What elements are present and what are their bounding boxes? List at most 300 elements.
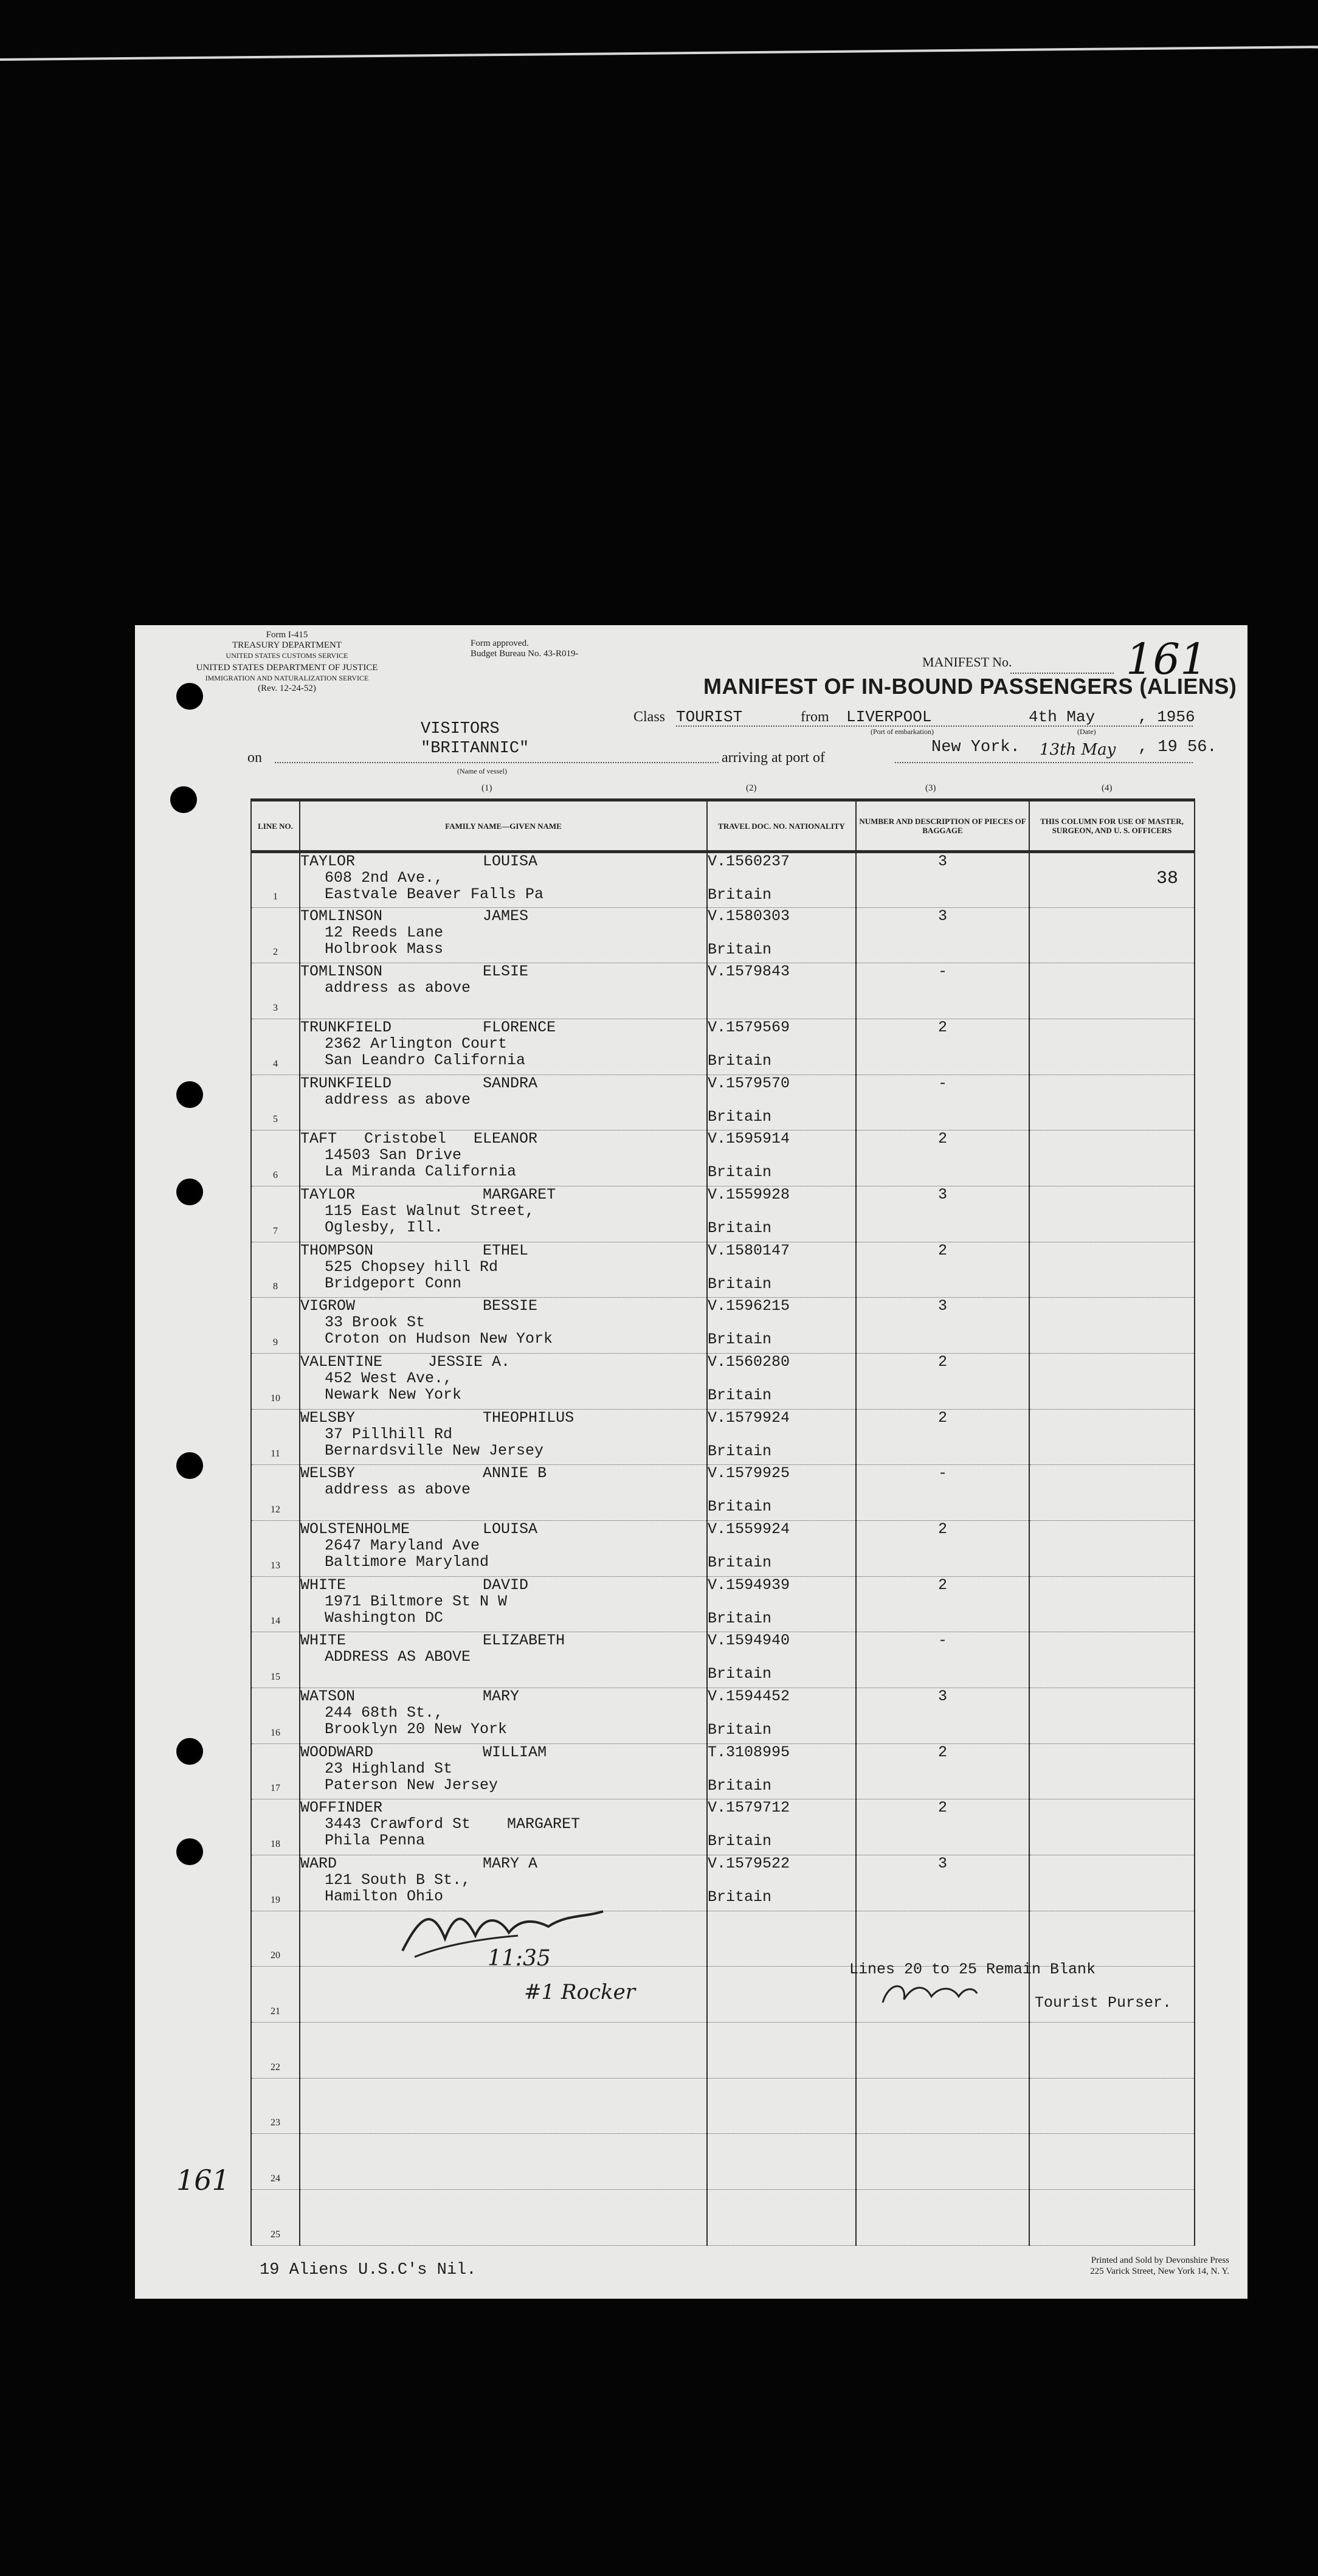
line-number-cell (251, 1911, 300, 1967)
baggage-count: 2 (856, 1743, 1029, 1799)
officer-use-cell (1029, 1354, 1195, 1410)
address-line-1: 452 West Ave., (325, 1369, 453, 1388)
travel-doc-cell (707, 907, 856, 963)
travel-doc-cell (707, 963, 856, 1019)
address-line-1: 37 Pillhill Rd (325, 1425, 453, 1443)
class-label: Class (633, 709, 666, 725)
passenger-name-cell (300, 852, 707, 908)
travel-doc-cell (707, 1799, 856, 1855)
officer-use-cell (1029, 1576, 1195, 1632)
nationality: Britain (708, 1163, 772, 1182)
punch-hole (176, 1838, 203, 1865)
address-line-1: 244 68th St., (325, 1704, 444, 1722)
travel-doc-number: V.1594939 (708, 1576, 790, 1594)
officer-use-cell (1029, 2078, 1195, 2134)
form-issuer-block (193, 630, 381, 694)
address-line-1: 121 South B St., (325, 1871, 471, 1889)
line-number: 2 (273, 947, 278, 958)
baggage-count (856, 2190, 1029, 2246)
line-number-cell (251, 852, 300, 908)
travel-doc-cell (707, 2190, 856, 2246)
on-label: on (247, 750, 262, 766)
date-note: (Date) (1077, 727, 1096, 736)
passenger-name: WOLSTENHOLME LOUISA (300, 1520, 538, 1539)
passenger-name: WOFFINDER (300, 1799, 383, 1817)
baggage-count: 3 (856, 852, 1029, 908)
travel-doc-number: V.1579924 (708, 1408, 790, 1427)
class-from-line (676, 725, 1193, 727)
table-row (251, 963, 1195, 1019)
passenger-name-cell (300, 1186, 707, 1242)
passenger-name: WATSON MARY (300, 1688, 520, 1706)
line-number-cell (251, 1019, 300, 1075)
line-number-cell (251, 1186, 300, 1242)
nationality: Britain (708, 1275, 772, 1293)
travel-doc-cell (707, 1576, 856, 1632)
line-number: 7 (273, 1225, 278, 1236)
table-row (251, 1688, 1195, 1744)
line-number: 23 (271, 2117, 280, 2128)
line-number: 3 (273, 1003, 278, 1014)
line-number: 13 (271, 1560, 280, 1571)
travel-doc-number: V.1594940 (708, 1632, 790, 1650)
address-line-2: Baltimore Maryland (325, 1553, 489, 1571)
baggage-count: 3 (856, 907, 1029, 963)
arriving-label: arriving at port of (722, 750, 825, 766)
address-line-1: address as above (325, 979, 471, 997)
header-officers: THIS COLUMN FOR USE OF MASTER, SURGEON, AND U. S. OFFICERS (1029, 800, 1195, 852)
line-number: 5 (273, 1114, 278, 1125)
table-row (251, 1354, 1195, 1410)
vessel-line (275, 762, 719, 763)
embark-note: (Port of embarkation) (871, 727, 934, 736)
travel-doc-number: V.1595914 (708, 1130, 790, 1148)
line-number: 18 (271, 1839, 280, 1850)
travel-doc-number: V.1596215 (708, 1297, 790, 1315)
line-number: 22 (271, 2062, 280, 2072)
nationality: Britain (708, 1776, 772, 1795)
punch-hole (170, 786, 197, 813)
address-line-2: Hamilton Ohio (325, 1888, 444, 1906)
address-line-2: Bridgeport Conn (325, 1274, 462, 1292)
baggage-count: 2 (856, 1130, 1029, 1186)
passenger-name-cell (300, 1354, 707, 1410)
passenger-name-cell (300, 1688, 707, 1744)
officer-use-cell (1029, 1465, 1195, 1521)
baggage-count: 3 (856, 1855, 1029, 1911)
line-number-cell (251, 1354, 300, 1410)
from-label: from (801, 709, 829, 725)
line-number: 21 (271, 2006, 280, 2017)
passenger-name-cell (300, 1130, 707, 1186)
passenger-name-cell (300, 2134, 707, 2190)
officer-use-cell (1029, 2023, 1195, 2079)
officer-use-cell (1029, 1632, 1195, 1688)
travel-doc-number: V.1559928 (708, 1186, 790, 1204)
travel-doc-number: V.1560237 (708, 853, 790, 870)
passenger-name: WOODWARD WILLIAM (300, 1743, 547, 1761)
travel-doc-number: V.1559924 (708, 1520, 790, 1539)
table-row (251, 1075, 1195, 1130)
passenger-name: TRUNKFIELD SANDRA (300, 1074, 538, 1092)
table-row (251, 1130, 1195, 1186)
address-line-1: ADDRESS AS ABOVE (325, 1648, 471, 1666)
line-number-cell (251, 2134, 300, 2190)
address-line-1: 2362 Arlington Court (325, 1035, 508, 1053)
line-number-cell (251, 2078, 300, 2134)
nationality: Britain (708, 886, 772, 904)
officer-use-cell (1029, 2190, 1195, 2246)
passenger-name-cell (300, 1465, 707, 1521)
table-row (251, 1186, 1195, 1242)
table-row (251, 907, 1195, 963)
travel-doc-cell (707, 1242, 856, 1298)
remain-blank-note: Lines 20 to 25 Remain Blank (849, 1961, 1096, 1978)
address-line-1: 525 Chopsey hill Rd (325, 1258, 499, 1276)
table-row (251, 1298, 1195, 1354)
travel-doc-cell (707, 1521, 856, 1577)
travel-doc-cell (707, 1354, 856, 1410)
punch-hole (176, 1452, 203, 1479)
line-number-cell (251, 1967, 300, 2023)
address-line-2: San Leandro California (325, 1051, 526, 1070)
line-number: 10 (271, 1393, 280, 1404)
manifest-number-handwritten: 161 (1126, 634, 1207, 684)
address-line-2: Bernardsville New Jersey (325, 1441, 544, 1459)
nationality: Britain (708, 1888, 772, 1906)
passenger-name: TAYLOR MARGARET (300, 1186, 556, 1204)
printer-credit (974, 2255, 1229, 2277)
nationality: Britain (708, 1721, 772, 1739)
col-number-4: (4) (1102, 783, 1113, 793)
address-line-1: 608 2nd Ave., (325, 869, 444, 887)
passenger-name: TOMLINSON ELSIE (300, 963, 529, 981)
passenger-name-cell (300, 1075, 707, 1130)
class-value: TOURIST (676, 708, 743, 726)
passenger-name-cell (300, 1576, 707, 1632)
address-line-1: address as above (325, 1090, 471, 1109)
travel-doc-cell (707, 1688, 856, 1744)
officer-use-cell (1029, 963, 1195, 1019)
printer-line-2: 225 Varick Street, New York 14, N. Y. (1090, 2266, 1229, 2276)
line-number: 9 (273, 1337, 278, 1348)
passenger-name-cell (300, 1409, 707, 1465)
ins-service: IMMIGRATION AND NATURALIZATION SERVICE (205, 674, 369, 682)
arrival-port: New York. (931, 738, 1020, 757)
address-line-1: address as above (325, 1481, 471, 1499)
nationality: Britain (708, 1387, 772, 1405)
table-row (251, 1911, 1195, 1967)
budget-bureau: Budget Bureau No. 43-R019- (471, 649, 579, 659)
table-row (251, 2023, 1195, 2079)
travel-doc-number: V.1579843 (708, 963, 790, 981)
header-name: FAMILY NAME—GIVEN NAME (300, 800, 707, 852)
line-number: 25 (271, 2229, 280, 2240)
address-line-1: 33 Brook St (325, 1314, 426, 1332)
travel-doc-cell (707, 1019, 856, 1075)
address-line-1: 2647 Maryland Ave (325, 1537, 480, 1555)
address-line-1: 12 Reeds Lane (325, 923, 444, 941)
officer-use-cell (1029, 907, 1195, 963)
table-row (251, 2190, 1195, 2246)
col-number-2: (2) (746, 783, 757, 793)
baggage-count: - (856, 1632, 1029, 1688)
printer-line-1: Printed and Sold by Devonshire Press (1091, 2256, 1229, 2265)
baggage-count: - (856, 1075, 1029, 1130)
line-number-cell (251, 1242, 300, 1298)
officer-use-cell (1029, 1130, 1195, 1186)
passenger-name: WARD MARY A (300, 1855, 538, 1873)
passenger-name-cell (300, 1019, 707, 1075)
travel-doc-cell (707, 1632, 856, 1688)
line-number: 11 (271, 1449, 280, 1459)
justice-dept: UNITED STATES DEPARTMENT OF JUSTICE (196, 663, 378, 673)
passenger-manifest-table (250, 798, 1195, 2246)
baggage-count: 2 (856, 1799, 1029, 1855)
line-number: 8 (273, 1281, 278, 1292)
passenger-name: VALENTINE JESSIE A. (300, 1353, 511, 1371)
baggage-count: 2 (856, 1354, 1029, 1410)
line-number-cell (251, 1576, 300, 1632)
officer-use-cell (1029, 1799, 1195, 1855)
passenger-name: VIGROW BESSIE (300, 1297, 538, 1315)
address-line-1: 115 East Walnut Street, (325, 1202, 535, 1220)
officer-use-cell (1029, 1911, 1195, 1967)
address-line-1: 1971 Biltmore St N W (325, 1592, 508, 1610)
baggage-count (856, 2078, 1029, 2134)
header-line-no: LINE NO. (251, 800, 300, 852)
passenger-name: TAFT Cristobel ELEANOR (300, 1130, 538, 1148)
form-number: Form I-415 (266, 630, 308, 640)
line-number: 20 (271, 1950, 280, 1961)
scan-edge-line (0, 46, 1318, 61)
line-number-cell (251, 1632, 300, 1688)
nationality: Britain (708, 1107, 772, 1126)
treasury-dept: TREASURY DEPARTMENT (232, 640, 342, 650)
passenger-name-cell (300, 1799, 707, 1855)
baggage-count: 3 (856, 1688, 1029, 1744)
travel-doc-cell (707, 1186, 856, 1242)
baggage-count: 3 (856, 1186, 1029, 1242)
address-line-2: Washington DC (325, 1608, 444, 1627)
officer-use-cell (1029, 1075, 1195, 1130)
passenger-name-cell (300, 1743, 707, 1799)
manifest-page (135, 625, 1247, 2299)
baggage-count: - (856, 963, 1029, 1019)
baggage-count: 2 (856, 1576, 1029, 1632)
line-number-cell (251, 2023, 300, 2079)
passenger-name: WELSBY ANNIE B (300, 1464, 547, 1483)
travel-doc-number: V.1560280 (708, 1353, 790, 1371)
line-number-cell (251, 1743, 300, 1799)
line-number-cell (251, 1521, 300, 1577)
travel-doc-cell (707, 1465, 856, 1521)
line-number-cell (251, 1075, 300, 1130)
handwritten-rocker-note: #1 Rocker (524, 1980, 636, 2004)
travel-doc-number: V.1579925 (708, 1464, 790, 1483)
passenger-name-cell (300, 1298, 707, 1354)
address-line-2: Oglesby, Ill. (325, 1219, 444, 1237)
officer-use-cell (1029, 1409, 1195, 1465)
nationality: Britain (708, 1665, 772, 1683)
line-number: 12 (271, 1504, 280, 1515)
baggage-count (856, 2134, 1029, 2190)
table-row (251, 1799, 1195, 1855)
passenger-name-cell (300, 2023, 707, 2079)
table-header-row (251, 800, 1195, 852)
officer-use-cell (1029, 1186, 1195, 1242)
travel-doc-cell (707, 1075, 856, 1130)
table-row (251, 1019, 1195, 1075)
address-line-2: La Miranda California (325, 1163, 517, 1181)
passenger-name-cell (300, 2190, 707, 2246)
vessel-name: "BRITANNIC" (421, 739, 530, 758)
line-number-cell (251, 963, 300, 1019)
passenger-name: THOMPSON ETHEL (300, 1241, 529, 1259)
line-number-cell (251, 1688, 300, 1744)
travel-doc-number: T.3108995 (708, 1743, 790, 1761)
passenger-name-cell (300, 1967, 707, 2023)
manifest-title: MANIFEST OF IN-BOUND PASSENGERS (ALIENS) (703, 674, 1237, 699)
travel-doc-number: V.1579712 (708, 1799, 790, 1817)
embark-year: , 1956 (1138, 708, 1195, 726)
line-number: 1 (273, 891, 278, 902)
nationality: Britain (708, 1832, 772, 1851)
line-number: 24 (271, 2173, 280, 2184)
travel-doc-cell (707, 2134, 856, 2190)
officer-use-cell (1029, 1743, 1195, 1799)
address-line-1: 14503 San Drive (325, 1146, 462, 1165)
address-line-2: Croton on Hudson New York (325, 1330, 553, 1348)
officer-use-cell (1029, 2134, 1195, 2190)
travel-doc-cell (707, 1855, 856, 1911)
line-number-cell (251, 907, 300, 963)
line-number: 19 (271, 1894, 280, 1905)
baggage-count: 2 (856, 1242, 1029, 1298)
nationality: Britain (708, 1219, 772, 1238)
officer-use-cell (1029, 1521, 1195, 1577)
officer-stamp-number: 38 (1156, 868, 1179, 889)
travel-doc-cell (707, 852, 856, 908)
table-row (251, 1465, 1195, 1521)
baggage-count: 3 (856, 1298, 1029, 1354)
line-number-cell (251, 2190, 300, 2246)
passenger-name-cell (300, 1521, 707, 1577)
form-revision: (Rev. 12-24-52) (258, 684, 316, 693)
line-number-cell (251, 1130, 300, 1186)
passenger-name-cell (300, 1242, 707, 1298)
officer-use-cell (1029, 1242, 1195, 1298)
travel-doc-cell (707, 2023, 856, 2079)
baggage-count: - (856, 1465, 1029, 1521)
travel-doc-cell (707, 1298, 856, 1354)
table-row (251, 1576, 1195, 1632)
line-number: 4 (273, 1058, 278, 1069)
baggage-count: 2 (856, 1521, 1029, 1577)
officer-use-cell (1029, 1019, 1195, 1075)
punch-hole (176, 1081, 203, 1108)
line-number-cell (251, 1799, 300, 1855)
travel-doc-cell (707, 1743, 856, 1799)
nationality: Britain (708, 1609, 772, 1627)
visitors-label: VISITORS (421, 720, 500, 738)
line-number-cell (251, 1409, 300, 1465)
line-number: 15 (271, 1672, 280, 1683)
table-row (251, 852, 1195, 908)
travel-doc-cell (707, 1130, 856, 1186)
nationality: Britain (708, 1498, 772, 1516)
header-baggage: NUMBER AND DESCRIPTION OF PIECES OF BAGGAGE (856, 800, 1029, 852)
col-number-3: (3) (925, 783, 936, 793)
passenger-name: TOMLINSON JAMES (300, 907, 529, 925)
nationality: Britain (708, 1331, 772, 1349)
passenger-name: TAYLOR LOUISA (300, 853, 538, 870)
travel-doc-number: V.1579570 (708, 1074, 790, 1092)
passenger-name: TRUNKFIELD FLORENCE (300, 1019, 556, 1037)
table-row (251, 2078, 1195, 2134)
travel-doc-number: V.1580303 (708, 907, 790, 925)
travel-doc-cell (707, 2078, 856, 2134)
nationality: Britain (708, 1554, 772, 1572)
passenger-name: WHITE ELIZABETH (300, 1632, 565, 1650)
line-number-cell (251, 1855, 300, 1911)
arrival-year: , 19 56. (1138, 738, 1217, 757)
arrival-line (895, 762, 1193, 763)
handwritten-time: 11:35 (488, 1946, 551, 1971)
travel-doc-number: V.1580147 (708, 1241, 790, 1259)
customs-service: UNITED STATES CUSTOMS SERVICE (226, 651, 348, 660)
manifest-no-label: MANIFEST No. (922, 654, 1012, 670)
nationality: Britain (708, 940, 772, 958)
travel-doc-cell (707, 1967, 856, 2023)
tourist-purser-label: Tourist Purser. (1035, 1994, 1172, 2012)
address-line-2: Eastvale Beaver Falls Pa (325, 885, 544, 903)
line-number: 16 (271, 1727, 280, 1738)
travel-doc-cell (707, 1409, 856, 1465)
address-line-2: Paterson New Jersey (325, 1776, 499, 1794)
margin-number: 161 (176, 2164, 230, 2197)
travel-doc-cell (707, 1911, 856, 1967)
table-row (251, 1855, 1195, 1911)
address-line-2: Holbrook Mass (325, 940, 444, 958)
line-number: 6 (273, 1170, 278, 1181)
table-row (251, 2134, 1195, 2190)
purser-signature (877, 1978, 980, 2015)
travel-doc-number: V.1594452 (708, 1688, 790, 1706)
travel-doc-number: V.1579569 (708, 1019, 790, 1037)
table-row (251, 1521, 1195, 1577)
address-line-2: Newark New York (325, 1386, 462, 1404)
passenger-name-cell (300, 963, 707, 1019)
officer-use-cell (1029, 1688, 1195, 1744)
passenger-name-cell (300, 2078, 707, 2134)
baggage-count: 2 (856, 1019, 1029, 1075)
punch-hole (176, 1179, 203, 1205)
baggage-count (856, 1911, 1029, 1967)
embark-date: 4th May (1029, 708, 1095, 726)
vessel-note: (Name of vessel) (457, 767, 507, 775)
passenger-name: WELSBY THEOPHILUS (300, 1408, 574, 1427)
table-row (251, 1632, 1195, 1688)
approval-block (471, 639, 604, 659)
line-number: 14 (271, 1616, 280, 1627)
table-row (251, 1743, 1195, 1799)
address-line-2: Brooklyn 20 New York (325, 1720, 508, 1739)
line-number-cell (251, 1465, 300, 1521)
baggage-count (856, 2023, 1029, 2079)
line-number: 17 (271, 1783, 280, 1794)
table-row (251, 1409, 1195, 1465)
